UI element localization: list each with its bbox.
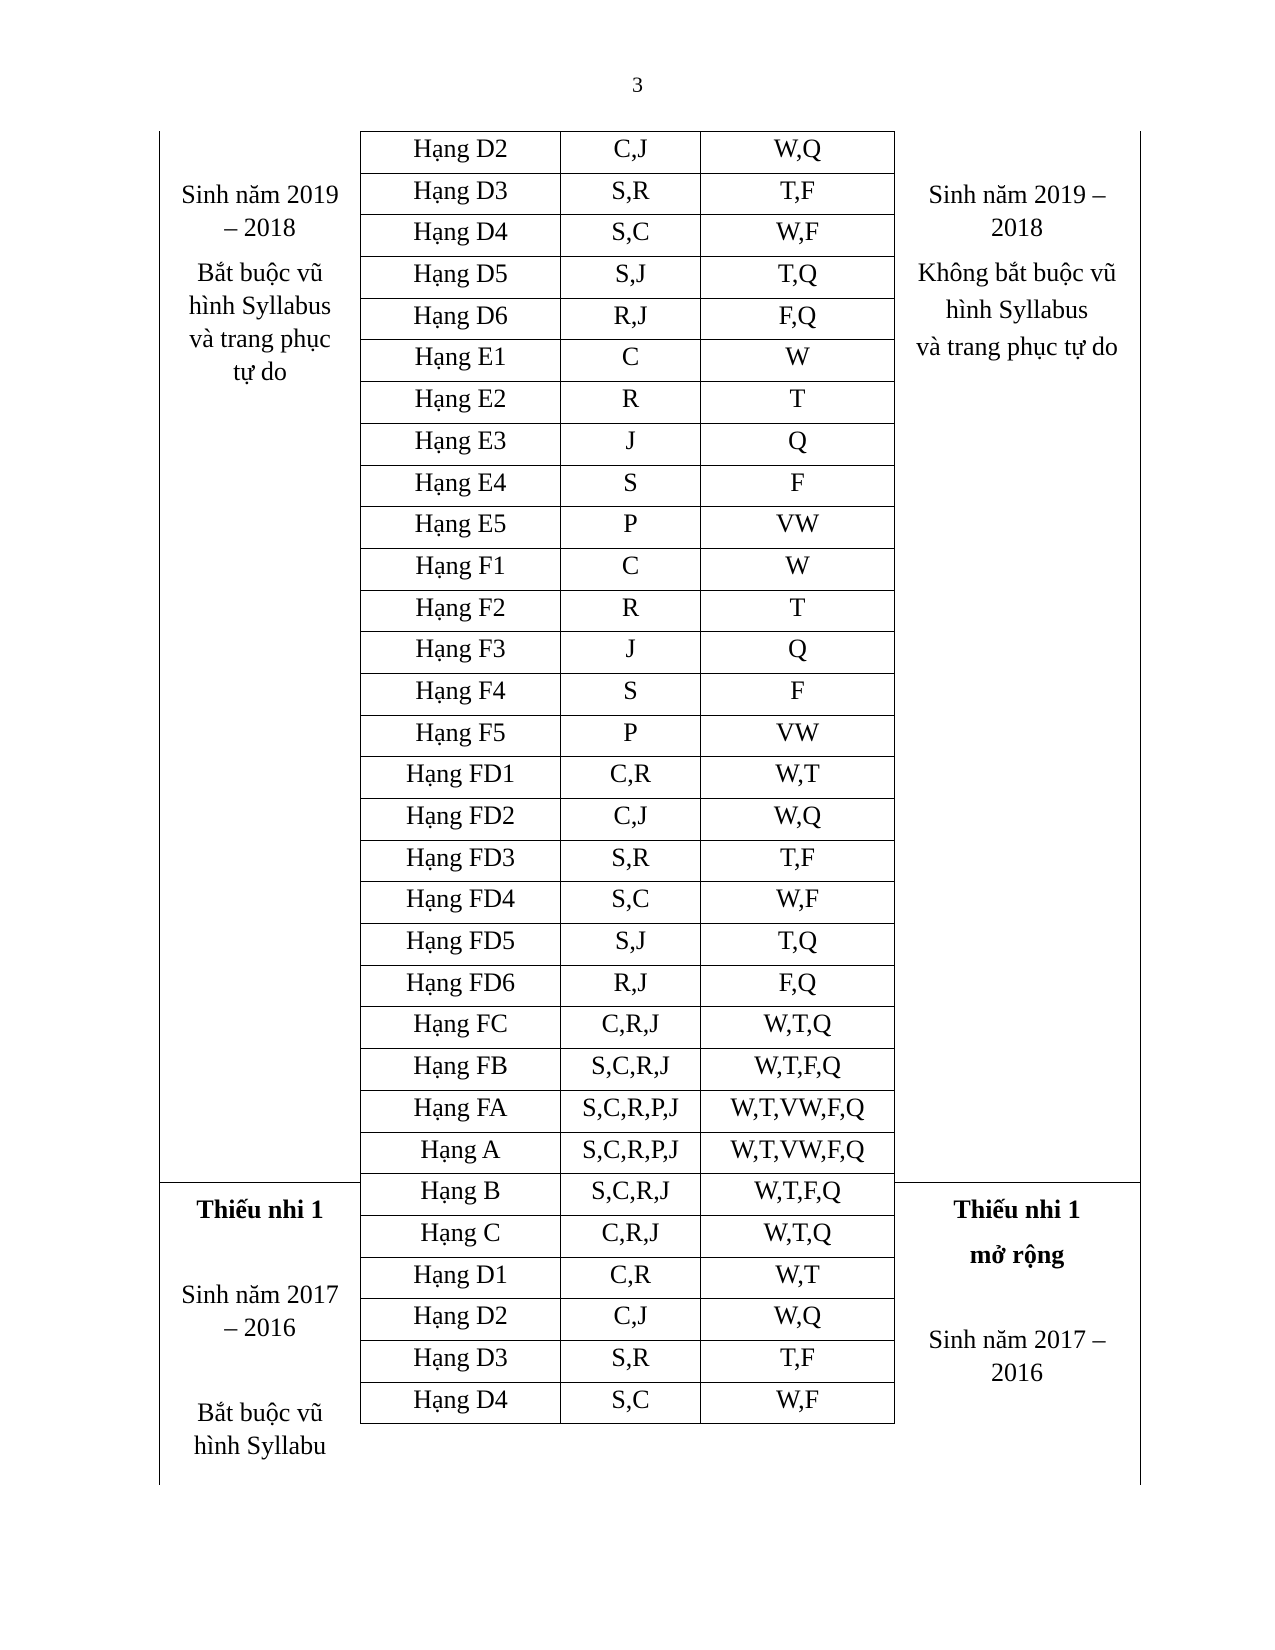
grade-cell: Hạng B — [361, 1174, 561, 1216]
table-row — [361, 1340, 895, 1382]
standard-dances-cell: C,R,J — [561, 1007, 701, 1049]
standard-dances-cell: S,C — [561, 1382, 701, 1424]
latin-dances-cell: VW — [701, 507, 895, 549]
latin-dances-cell: W,T — [701, 1257, 895, 1299]
standard-dances-cell: S,C,R,P,J — [561, 1090, 701, 1132]
table-row — [361, 757, 895, 799]
section-divider-left — [159, 1182, 360, 1183]
right-age-group-2: Thiếu nhi 1 mở rộng Sinh năm 2017 – 2016 — [897, 1193, 1137, 1389]
table-row — [361, 1007, 895, 1049]
latin-dances-cell: F — [701, 673, 895, 715]
latin-dances-cell: T — [701, 590, 895, 632]
standard-dances-cell: C — [561, 340, 701, 382]
table-row — [361, 1257, 895, 1299]
grade-cell: Hạng D3 — [361, 1340, 561, 1382]
standard-dances-cell: S,R — [561, 173, 701, 215]
latin-dances-cell: Q — [701, 632, 895, 674]
left-border — [159, 131, 160, 1485]
latin-dances-cell: W,T,F,Q — [701, 1174, 895, 1216]
category-title: Thiếu nhi 1 — [196, 1195, 324, 1224]
table-row — [361, 507, 895, 549]
standard-dances-cell: S,C — [561, 215, 701, 257]
standard-dances-cell: C,R — [561, 757, 701, 799]
grade-cell: Hạng E2 — [361, 382, 561, 424]
right-age-group-1: Sinh năm 2019 – 2018 Không bắt buộc vũ hình Syllabus và trang phục tự do — [916, 180, 1118, 361]
category-title: Thiếu nhi 1 — [953, 1195, 1081, 1224]
latin-dances-cell: W,F — [701, 215, 895, 257]
grade-cell: Hạng FC — [361, 1007, 561, 1049]
standard-dances-cell: R,J — [561, 965, 701, 1007]
standard-dances-cell: C,J — [561, 799, 701, 841]
grade-cell: Hạng E5 — [361, 507, 561, 549]
latin-dances-cell: W,T,F,Q — [701, 1049, 895, 1091]
standard-dances-cell: C,J — [561, 1299, 701, 1341]
latin-dances-cell: F — [701, 465, 895, 507]
standard-dances-cell: C,J — [561, 132, 701, 174]
latin-dances-cell: Q — [701, 423, 895, 465]
grade-cell: Hạng D2 — [361, 1299, 561, 1341]
latin-dances-cell: W,Q — [701, 1299, 895, 1341]
left-age-group-2: Thiếu nhi 1 Sinh năm 2017 – 2016 Bắt buộc vũ hình Syllabu — [165, 1193, 355, 1462]
grade-cell: Hạng FD2 — [361, 799, 561, 841]
latin-dances-cell: VW — [701, 715, 895, 757]
table-row — [361, 1299, 895, 1341]
latin-dances-cell: T,F — [701, 840, 895, 882]
table-row — [361, 1174, 895, 1216]
table-row — [361, 215, 895, 257]
standard-dances-cell: S,J — [561, 257, 701, 299]
table-row — [361, 173, 895, 215]
standard-dances-cell: R — [561, 382, 701, 424]
latin-dances-cell: W,T — [701, 757, 895, 799]
grade-cell: Hạng D6 — [361, 298, 561, 340]
latin-dances-cell: W,F — [701, 1382, 895, 1424]
standard-dances-cell: C — [561, 548, 701, 590]
table-row — [361, 298, 895, 340]
table-row — [361, 673, 895, 715]
standard-dances-cell: S,C,R,J — [561, 1174, 701, 1216]
table-row — [361, 1090, 895, 1132]
latin-dances-cell: W,Q — [701, 799, 895, 841]
latin-dances-cell: F,Q — [701, 965, 895, 1007]
standard-dances-cell: J — [561, 423, 701, 465]
category-subtitle: mở rộng — [969, 1240, 1065, 1269]
grade-cell: Hạng FD5 — [361, 924, 561, 966]
table-row — [361, 840, 895, 882]
standard-dances-cell: S,C,R,J — [561, 1049, 701, 1091]
latin-dances-cell: W,T,VW,F,Q — [701, 1132, 895, 1174]
grade-cell: Hạng FD6 — [361, 965, 561, 1007]
page-number: 3 — [632, 72, 643, 97]
table-row — [361, 590, 895, 632]
table-row — [361, 1382, 895, 1424]
grade-cell: Hạng E4 — [361, 465, 561, 507]
latin-dances-cell: W — [701, 340, 895, 382]
standard-dances-cell: P — [561, 507, 701, 549]
latin-dances-cell: F,Q — [701, 298, 895, 340]
right-border — [1140, 131, 1141, 1485]
grade-cell: Hạng E1 — [361, 340, 561, 382]
table-row — [361, 1215, 895, 1257]
grade-cell: Hạng D2 — [361, 132, 561, 174]
grade-cell: Hạng F4 — [361, 673, 561, 715]
grade-cell: Hạng A — [361, 1132, 561, 1174]
standard-dances-cell: S,C — [561, 882, 701, 924]
standard-dances-cell: S,R — [561, 1340, 701, 1382]
table-row — [361, 423, 895, 465]
table-row — [361, 632, 895, 674]
table-row — [361, 382, 895, 424]
grade-cell: Hạng F1 — [361, 548, 561, 590]
grade-cell: Hạng D1 — [361, 1257, 561, 1299]
table-row — [361, 715, 895, 757]
table-row — [361, 548, 895, 590]
table-row — [361, 882, 895, 924]
grade-cell: Hạng FB — [361, 1049, 561, 1091]
grade-cell: Hạng F3 — [361, 632, 561, 674]
standard-dances-cell: R,J — [561, 298, 701, 340]
standard-dances-cell: S — [561, 465, 701, 507]
latin-dances-cell: W,T,VW,F,Q — [701, 1090, 895, 1132]
latin-dances-cell: T — [701, 382, 895, 424]
grade-cell: Hạng D3 — [361, 173, 561, 215]
grade-cell: Hạng E3 — [361, 423, 561, 465]
standard-dances-cell: S,C,R,P,J — [561, 1132, 701, 1174]
grade-cell: Hạng C — [361, 1215, 561, 1257]
table-row — [361, 132, 895, 174]
grade-cell: Hạng D4 — [361, 1382, 561, 1424]
left-age-group-1: Sinh năm 2019 – 2018 Bắt buộc vũ hình Syllabus và trang phục tự do — [181, 180, 339, 386]
standard-dances-cell: S — [561, 673, 701, 715]
grades-table — [360, 131, 895, 1424]
standard-dances-cell: S,R — [561, 840, 701, 882]
latin-dances-cell: W,F — [701, 882, 895, 924]
grade-cell: Hạng FD3 — [361, 840, 561, 882]
latin-dances-cell: T,Q — [701, 257, 895, 299]
section-divider-right — [895, 1182, 1141, 1183]
grade-cell: Hạng F2 — [361, 590, 561, 632]
grade-cell: Hạng D5 — [361, 257, 561, 299]
latin-dances-cell: T,Q — [701, 924, 895, 966]
standard-dances-cell: S,J — [561, 924, 701, 966]
table-row — [361, 257, 895, 299]
table-row — [361, 1049, 895, 1091]
grade-cell: Hạng FD1 — [361, 757, 561, 799]
latin-dances-cell: T,F — [701, 1340, 895, 1382]
standard-dances-cell: C,R,J — [561, 1215, 701, 1257]
standard-dances-cell: R — [561, 590, 701, 632]
table-row — [361, 1132, 895, 1174]
table-row — [361, 965, 895, 1007]
table-row — [361, 924, 895, 966]
latin-dances-cell: W,Q — [701, 132, 895, 174]
standard-dances-cell: P — [561, 715, 701, 757]
grade-cell: Hạng FA — [361, 1090, 561, 1132]
standard-dances-cell: J — [561, 632, 701, 674]
latin-dances-cell: T,F — [701, 173, 895, 215]
grade-cell: Hạng FD4 — [361, 882, 561, 924]
grade-cell: Hạng F5 — [361, 715, 561, 757]
table-row — [361, 465, 895, 507]
table-row — [361, 799, 895, 841]
grade-cell: Hạng D4 — [361, 215, 561, 257]
table-row — [361, 340, 895, 382]
latin-dances-cell: W,T,Q — [701, 1007, 895, 1049]
standard-dances-cell: C,R — [561, 1257, 701, 1299]
latin-dances-cell: W,T,Q — [701, 1215, 895, 1257]
latin-dances-cell: W — [701, 548, 895, 590]
